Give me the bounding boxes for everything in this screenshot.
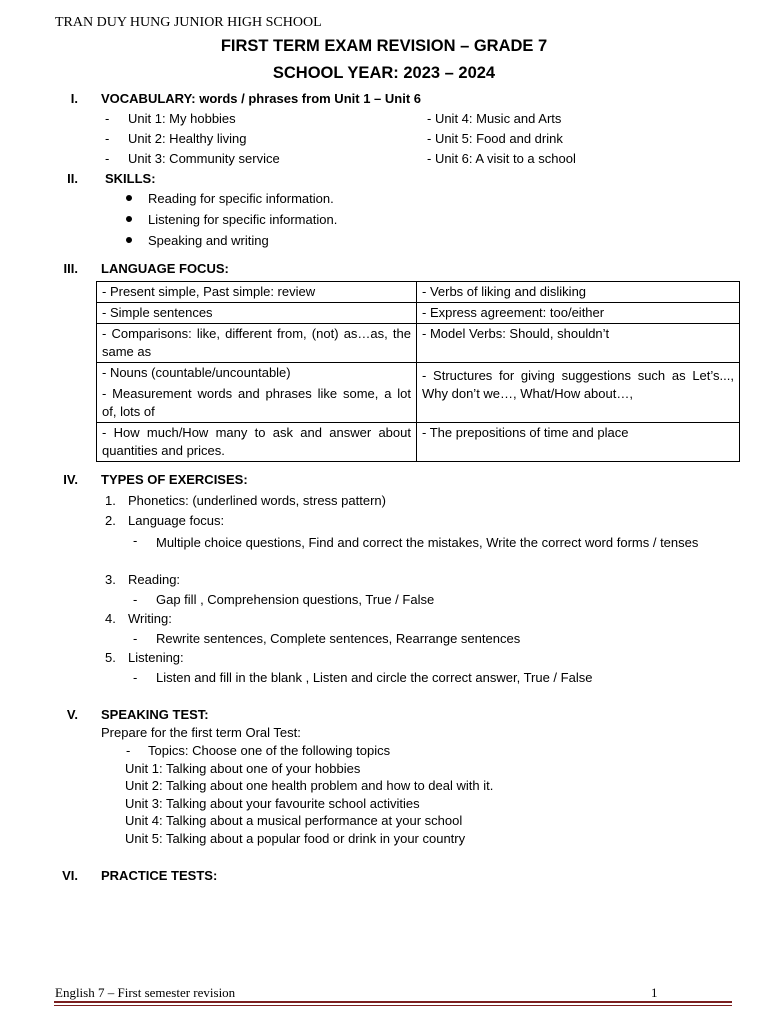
table-row	[97, 282, 740, 303]
unit-item: Unit 1: My hobbies	[128, 111, 236, 126]
footer-rule	[54, 1005, 732, 1006]
table-row	[97, 423, 740, 462]
speaking-topic: Unit 2: Talking about one health problem and how to deal with it.	[125, 778, 494, 793]
item-number: 3.	[105, 572, 116, 587]
item-number: 4.	[105, 611, 116, 626]
bullet-icon	[126, 237, 132, 243]
table-row	[97, 303, 740, 324]
section-number: IV.	[63, 472, 78, 487]
list-item: Reading for specific information.	[148, 191, 334, 206]
school-year: SCHOOL YEAR: 2023 – 2024	[272, 64, 496, 82]
dash: -	[133, 670, 138, 685]
unit-item: - Unit 4: Music and Arts	[427, 111, 562, 126]
dash: -	[105, 151, 110, 166]
item-number: 2.	[105, 513, 116, 528]
table-cell: - Present simple, Past simple: review	[97, 282, 417, 303]
list-item: Listening for specific information.	[148, 212, 338, 227]
item-number: 1.	[105, 493, 116, 508]
speaking-topic: Unit 1: Talking about one of your hobbies	[125, 761, 361, 776]
item-number: 5.	[105, 650, 116, 665]
speaking-topic: Unit 4: Talking about a musical performance at your school	[125, 813, 463, 828]
unit-item: - Unit 6: A visit to a school	[427, 151, 576, 166]
exercise-detail: Listen and fill in the blank , Listen and circle the correct answer, True / False	[156, 670, 593, 685]
table-cell: - Comparisons: like, different from, (not) as…as, the same as	[97, 324, 417, 363]
dash: -	[133, 631, 138, 646]
dash: -	[133, 592, 138, 607]
section-heading: SPEAKING TEST:	[101, 707, 209, 722]
table-cell: - Simple sentences	[97, 303, 417, 324]
exercise-detail: Gap fill , Comprehension questions, True / False	[156, 592, 435, 607]
language-focus-table	[96, 281, 740, 462]
exercise-label: Reading:	[128, 572, 181, 587]
section-number: VI.	[62, 868, 78, 883]
speaking-topic: Unit 5: Talking about a popular food or drink in your country	[125, 831, 466, 846]
table-cell: - Verbs of liking and disliking	[417, 282, 740, 303]
list-item: Speaking and writing	[148, 233, 269, 248]
dash: -	[105, 131, 110, 146]
section-number: III.	[63, 261, 78, 276]
dash: -	[133, 533, 138, 548]
section-heading: TYPES OF EXERCISES:	[101, 472, 248, 487]
section-number: V.	[66, 707, 78, 722]
unit-item: Unit 2: Healthy living	[128, 131, 247, 146]
bullet-icon	[126, 216, 132, 222]
bullet-icon	[126, 195, 132, 201]
table-cell: - How much/How many to ask and answer about quantities and prices.	[97, 423, 417, 462]
exercise-detail: Multiple choice questions, Find and correct the mistakes, Write the correct word forms / tenses	[156, 535, 699, 550]
footer-rule	[54, 1001, 732, 1003]
section-heading: VOCABULARY: words / phrases from Unit 1 – Unit 6	[101, 91, 421, 106]
table-cell: - Express agreement: too/either	[417, 303, 740, 324]
speaking-intro: Prepare for the first term Oral Test:	[101, 725, 301, 740]
dash: -	[105, 111, 110, 126]
table-row	[97, 324, 740, 363]
exercise-label: Language focus:	[128, 513, 225, 528]
table-cell: - Nouns (countable/uncountable) - Measurement words and phrases like some, a lot of, lots of	[97, 363, 417, 423]
section-heading: PRACTICE TESTS:	[101, 868, 218, 883]
section-number: II.	[67, 171, 78, 186]
page-number: 1	[651, 985, 658, 1000]
exercise-detail: Rewrite sentences, Complete sentences, Rearrange sentences	[156, 631, 521, 646]
unit-item: Unit 3: Community service	[128, 151, 280, 166]
speaking-topic: Unit 3: Talking about your favourite school activities	[125, 796, 420, 811]
section-number: I.	[70, 91, 78, 106]
exercise-label: Writing:	[128, 611, 172, 626]
table-cell: - Structures for giving suggestions such as Let’s..., Why don’t we…, What/How about…,	[417, 363, 740, 423]
section-heading: LANGUAGE FOCUS:	[101, 261, 229, 276]
footer-text: English 7 – First semester revision	[55, 985, 236, 1000]
dash: -	[126, 743, 131, 758]
document-title: FIRST TERM EXAM REVISION – GRADE 7	[220, 37, 548, 55]
section-heading: SKILLS:	[105, 171, 156, 186]
school-name: TRAN DUY HUNG JUNIOR HIGH SCHOOL	[55, 15, 322, 30]
table-row	[97, 363, 740, 423]
exercise-label: Listening:	[128, 650, 184, 665]
unit-item: - Unit 5: Food and drink	[427, 131, 563, 146]
table-cell: - Model Verbs: Should, shouldn’t	[417, 324, 740, 363]
table-cell: - The prepositions of time and place	[417, 423, 740, 462]
exercise-label: Phonetics: (underlined words, stress pattern)	[128, 493, 386, 508]
speaking-topics: Topics: Choose one of the following topics	[148, 743, 391, 758]
